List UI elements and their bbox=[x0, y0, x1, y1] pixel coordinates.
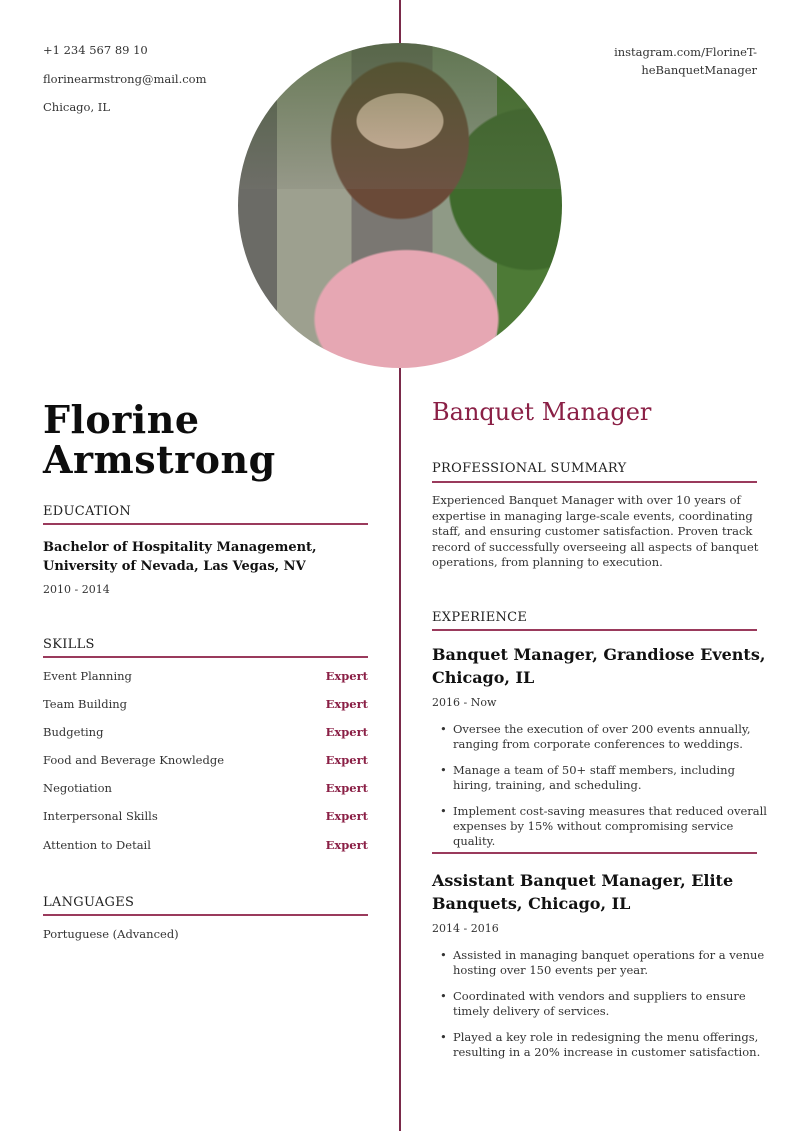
photo-background bbox=[238, 43, 562, 189]
job-title: Banquet Manager bbox=[432, 398, 652, 426]
skill-level: Expert bbox=[325, 838, 368, 852]
job-heading: Assistant Banquet Manager, Elite Banquets, Chicago, IL bbox=[432, 871, 734, 913]
experience-heading: EXPERIENCE bbox=[432, 610, 528, 625]
job-separator bbox=[432, 852, 757, 854]
skill-level: Expert bbox=[325, 669, 368, 683]
skill-name: Event Planning bbox=[43, 669, 132, 683]
languages-heading: LANGUAGES bbox=[43, 895, 135, 910]
job-bullets bbox=[440, 948, 770, 1071]
skill-level: Expert bbox=[325, 725, 368, 739]
candidate-name bbox=[43, 397, 276, 482]
skill-name: Attention to Detail bbox=[43, 838, 151, 852]
skill-level: Expert bbox=[325, 753, 368, 767]
contact-location: Chicago, IL bbox=[43, 100, 110, 114]
skill-row bbox=[43, 838, 368, 858]
skill-level: Expert bbox=[325, 809, 368, 823]
skill-name: Interpersonal Skills bbox=[43, 809, 158, 823]
instagram-line-1: instagram.com/FlorineT- bbox=[614, 45, 757, 59]
job-bullet: • Coordinated with vendors and suppliers to ensure timely delivery of services. bbox=[440, 989, 770, 1019]
skill-row bbox=[43, 725, 368, 745]
job-bullet: • Manage a team of 50+ staff members, including hiring, training, and scheduling. bbox=[440, 763, 770, 793]
skill-row bbox=[43, 669, 368, 689]
skill-name: Budgeting bbox=[43, 725, 104, 739]
job-dates: 2014 - 2016 bbox=[432, 922, 499, 935]
education-rule bbox=[43, 523, 368, 525]
skills-rule bbox=[43, 656, 368, 658]
language-item: Portuguese (Advanced) bbox=[43, 927, 179, 941]
skill-level: Expert bbox=[325, 697, 368, 711]
education-degree: Bachelor of Hospitality Management, University of Nevada, Las Vegas, NV bbox=[43, 540, 317, 574]
skill-row bbox=[43, 809, 368, 829]
skill-row bbox=[43, 781, 368, 801]
skill-name: Team Building bbox=[43, 697, 128, 711]
skill-name: Food and Beverage Knowledge bbox=[43, 753, 225, 767]
skill-name: Negotiation bbox=[43, 781, 112, 795]
education-dates: 2010 - 2014 bbox=[43, 583, 110, 596]
contact-instagram bbox=[614, 43, 757, 79]
last-name: Armstrong bbox=[43, 437, 276, 482]
experience-rule bbox=[432, 629, 757, 631]
contact-phone: +1 234 567 89 10 bbox=[43, 43, 148, 57]
skills-heading: SKILLS bbox=[43, 637, 95, 652]
job-bullet: • Oversee the execution of over 200 events annually, ranging from corporate conferences to weddings. bbox=[440, 722, 770, 752]
education-heading: EDUCATION bbox=[43, 504, 132, 519]
first-name: Florine bbox=[43, 397, 200, 442]
job-bullet: • Implement cost-saving measures that reduced overall expenses by 15% without compromising service quality. bbox=[440, 804, 770, 849]
skill-row bbox=[43, 697, 368, 717]
skill-level: Expert bbox=[325, 781, 368, 795]
skill-row bbox=[43, 753, 368, 773]
job-heading: Banquet Manager, Grandiose Events, Chicago, IL bbox=[432, 645, 766, 687]
instagram-line-2: heBanquetManager bbox=[641, 63, 757, 77]
summary-heading: PROFESSIONAL SUMMARY bbox=[432, 461, 627, 476]
job-dates: 2016 - Now bbox=[432, 696, 497, 709]
contact-email: florinearmstrong@mail.com bbox=[43, 72, 207, 86]
languages-rule bbox=[43, 914, 368, 916]
job-bullet: • Assisted in managing banquet operations for a venue hosting over 150 events per year. bbox=[440, 948, 770, 978]
job-bullets bbox=[440, 722, 770, 860]
summary-rule bbox=[432, 481, 757, 483]
summary-text: Experienced Banquet Manager with over 10 years of expertise in managing large-scale events, coordinating staff, and ensuring customer satisfaction. Proven track record of successfully overseeing all aspects of banquet operations, from planning to execution. bbox=[432, 493, 759, 570]
profile-photo bbox=[238, 43, 562, 368]
job-bullet: • Played a key role in redesigning the menu offerings, resulting in a 20% increase in customer satisfaction. bbox=[440, 1030, 770, 1060]
